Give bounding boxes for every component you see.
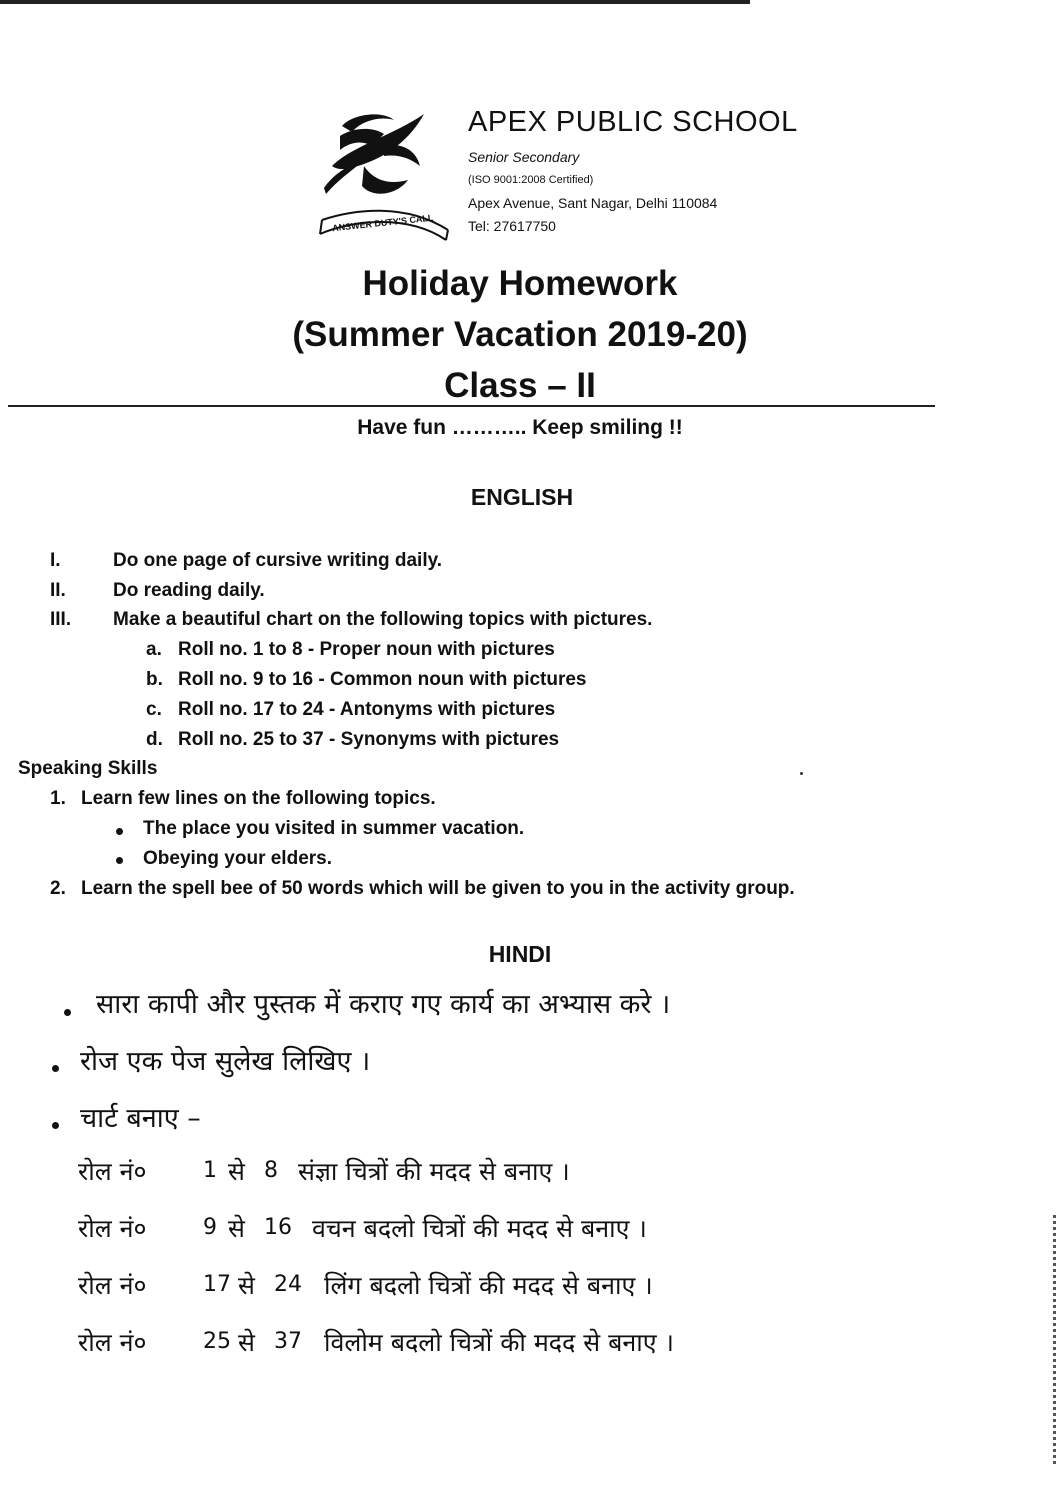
chart-topic-letter: b. (146, 669, 163, 690)
roll-se: से (238, 1328, 255, 1357)
school-phone: Tel: 27617750 (468, 218, 556, 234)
roll-from: 25 (203, 1329, 231, 1354)
doc-subtitle: (Summer Vacation 2019-20) (292, 315, 748, 354)
speaking-item: Learn the spell bee of 50 words which will be given to you in the activity group. (81, 878, 795, 899)
hindi-bullet: रोज एक पेज सुलेख लिखिए । (80, 1046, 371, 1077)
school-info (468, 146, 717, 238)
scan-top-edge (0, 0, 750, 4)
roll-label: रोल नं० (78, 1328, 147, 1357)
speaking-heading: Speaking Skills (18, 758, 158, 779)
hindi-bullet: सारा कापी और पुस्तक में कराए गए कार्य का अभ्यास करे । (96, 989, 671, 1020)
speaking-item-number: 2. (50, 878, 66, 899)
doc-title: Holiday Homework (362, 264, 678, 303)
scan-speck (800, 772, 803, 775)
chart-topic-letter: a. (146, 639, 162, 660)
roll-se: से (228, 1214, 245, 1243)
school-name: APEX PUBLIC SCHOOL (468, 106, 798, 138)
roll-se: से (238, 1271, 255, 1300)
chart-task: संज्ञा चित्रों की मदद से बनाए । (298, 1157, 570, 1186)
chart-task: विलोम बदलो चित्रों की मदद से बनाए । (324, 1328, 674, 1357)
roll-label: रोल नं० (78, 1214, 147, 1243)
bullet-icon (52, 1122, 59, 1129)
english-item: Do reading daily. (113, 580, 265, 601)
roll-from: 9 (203, 1215, 217, 1240)
bullet-icon (64, 1009, 71, 1016)
hindi-bullet: चार्ट बनाए – (80, 1103, 201, 1134)
english-item-number: III. (50, 609, 72, 630)
roll-to: 24 (274, 1272, 302, 1297)
chart-task: वचन बदलो चित्रों की मदद से बनाए । (312, 1214, 647, 1243)
chart-topic: Roll no. 17 to 24 - Antonyms with pictures (178, 699, 556, 720)
chart-topic: Roll no. 9 to 16 - Common noun with pictures (178, 669, 587, 690)
roll-to: 37 (274, 1329, 302, 1354)
scan-right-edge (1053, 1215, 1056, 1465)
school-affiliation: Senior Secondary (468, 149, 580, 165)
speaking-item-number: 1. (50, 788, 66, 809)
class-title: Class – II (444, 366, 596, 405)
bullet-icon (116, 828, 123, 835)
bullet-icon (52, 1065, 59, 1072)
speaking-topic: Obeying your elders. (143, 848, 332, 869)
chart-task: लिंग बदलो चित्रों की मदद से बनाए । (324, 1271, 653, 1300)
roll-label: रोल नं० (78, 1157, 147, 1186)
roll-from: 1 (203, 1158, 217, 1183)
school-address: Apex Avenue, Sant Nagar, Delhi 110084 (468, 195, 718, 211)
roll-se: से (228, 1157, 245, 1186)
hindi-heading: HINDI (488, 941, 552, 967)
english-item-number: II. (50, 580, 66, 601)
english-item: Make a beautiful chart on the following topics with pictures. (113, 609, 653, 630)
chart-topic: Roll no. 25 to 37 - Synonyms with pictures (178, 729, 560, 750)
title-divider (8, 405, 935, 407)
school-certification: (ISO 9001:2008 Certified) (468, 174, 594, 186)
speaking-item: Learn few lines on the following topics. (81, 788, 436, 809)
logo-motto-text: ANSWER DUTY'S CALL (331, 212, 434, 234)
english-item: Do one page of cursive writing daily. (113, 550, 443, 571)
roll-from: 17 (203, 1272, 231, 1297)
roll-label: रोल नं० (78, 1271, 147, 1300)
bullet-icon (116, 857, 123, 864)
chart-topic: Roll no. 1 to 8 - Proper noun with pictures (178, 639, 555, 660)
school-logo (312, 106, 450, 246)
roll-to: 16 (264, 1215, 292, 1240)
english-heading: ENGLISH (470, 484, 574, 510)
tagline: Have fun ……….. Keep smiling !! (357, 416, 683, 439)
roll-to: 8 (264, 1158, 278, 1183)
chart-topic-letter: c. (146, 699, 162, 720)
english-item-number: I. (50, 550, 61, 571)
chart-topic-letter: d. (146, 729, 163, 750)
speaking-topic: The place you visited in summer vacation. (143, 818, 525, 839)
